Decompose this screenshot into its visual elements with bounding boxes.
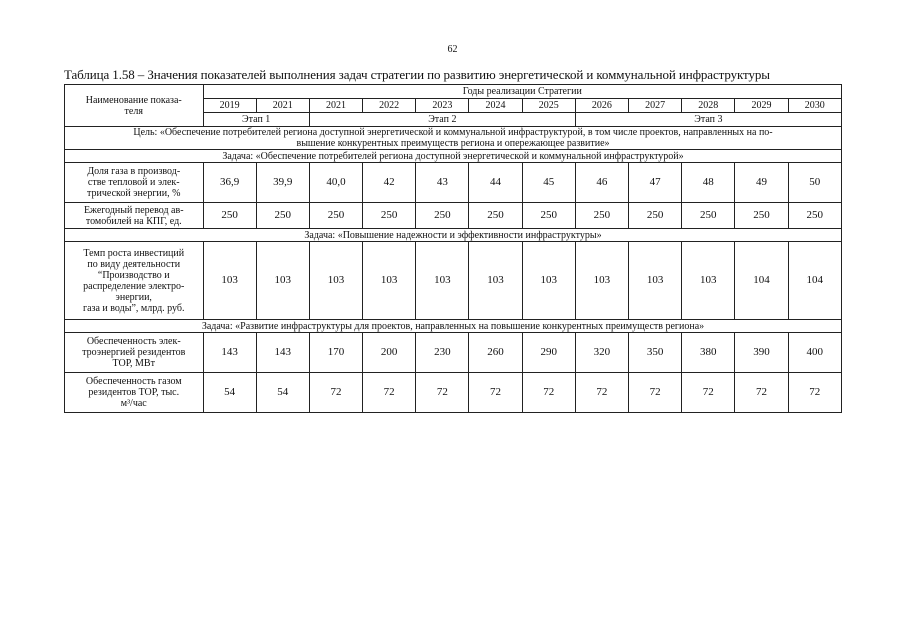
year-header-cell: 2021 [256, 99, 309, 113]
indicator-name: Доля газа в производ- стве тепловой и элек- трической энергии, % [65, 163, 204, 203]
value-cell: 103 [203, 242, 256, 320]
value-cell: 103 [629, 242, 682, 320]
value-cell: 72 [469, 373, 522, 413]
year-header-cell: 2030 [788, 99, 841, 113]
task-row [65, 150, 842, 163]
value-cell: 104 [735, 242, 788, 320]
value-cell: 103 [682, 242, 735, 320]
stage-header-cell: Этап 1 [203, 113, 309, 127]
year-header-cell: 2021 [309, 99, 362, 113]
value-cell: 103 [256, 242, 309, 320]
value-cell: 103 [575, 242, 628, 320]
task-text: Задача: «Развитие инфраструктуры для проектов, направленных на повышение конкурентных преимуществ региона» [65, 320, 842, 333]
year-header-cell: 2022 [363, 99, 416, 113]
value-cell: 72 [735, 373, 788, 413]
data-row [65, 163, 842, 203]
value-cell: 49 [735, 163, 788, 203]
goal-row [65, 127, 842, 150]
indicator-name: Темп роста инвестиций по виду деятельности “Производство и распределение электро- энергии, газа и воды”, млрд. руб. [65, 242, 204, 320]
task-text: Задача: «Повышение надежности и эффективности инфраструктуры» [65, 229, 842, 242]
stage-header-cell: Этап 3 [575, 113, 841, 127]
value-cell: 250 [682, 203, 735, 229]
value-cell: 170 [309, 333, 362, 373]
indicators-table [64, 84, 842, 413]
value-cell: 72 [788, 373, 841, 413]
value-cell: 260 [469, 333, 522, 373]
indicator-name-header: Наименование показа- теля [65, 85, 204, 127]
page-number: 62 [447, 44, 458, 55]
value-cell: 103 [363, 242, 416, 320]
value-cell: 250 [788, 203, 841, 229]
value-cell: 48 [682, 163, 735, 203]
value-cell: 72 [309, 373, 362, 413]
goal-text: Цель: «Обеспечение потребителей региона доступной энергетической и коммунальной инфраструктурой, в том числе проектов, направленных на по- вышение конкурентных преимуществ региона и опережающее развитие» [65, 127, 842, 150]
value-cell: 36,9 [203, 163, 256, 203]
task-row [65, 229, 842, 242]
value-cell: 46 [575, 163, 628, 203]
value-cell: 103 [522, 242, 575, 320]
year-header-cell: 2019 [203, 99, 256, 113]
value-cell: 72 [363, 373, 416, 413]
value-cell: 143 [203, 333, 256, 373]
year-header-cell: 2025 [522, 99, 575, 113]
value-cell: 250 [416, 203, 469, 229]
value-cell: 42 [363, 163, 416, 203]
value-cell: 250 [203, 203, 256, 229]
value-cell: 250 [735, 203, 788, 229]
year-header-cell: 2028 [682, 99, 735, 113]
value-cell: 350 [629, 333, 682, 373]
value-cell: 200 [363, 333, 416, 373]
value-cell: 39,9 [256, 163, 309, 203]
value-cell: 250 [256, 203, 309, 229]
value-cell: 72 [522, 373, 575, 413]
task-text: Задача: «Обеспечение потребителей региона доступной энергетической и коммунальной инфраструктурой» [65, 150, 842, 163]
data-row [65, 333, 842, 373]
value-cell: 250 [309, 203, 362, 229]
value-cell: 72 [629, 373, 682, 413]
value-cell: 250 [575, 203, 628, 229]
year-header-cell: 2023 [416, 99, 469, 113]
value-cell: 250 [629, 203, 682, 229]
value-cell: 103 [309, 242, 362, 320]
value-cell: 104 [788, 242, 841, 320]
year-header-cell: 2026 [575, 99, 628, 113]
value-cell: 290 [522, 333, 575, 373]
value-cell: 40,0 [309, 163, 362, 203]
value-cell: 250 [363, 203, 416, 229]
value-cell: 320 [575, 333, 628, 373]
value-cell: 72 [416, 373, 469, 413]
task-row [65, 320, 842, 333]
value-cell: 54 [256, 373, 309, 413]
year-header-cell: 2027 [629, 99, 682, 113]
data-row [65, 242, 842, 320]
value-cell: 72 [682, 373, 735, 413]
indicator-name: Обеспеченность газом резидентов ТОР, тыс. м³/час [65, 373, 204, 413]
value-cell: 72 [575, 373, 628, 413]
data-row [65, 203, 842, 229]
value-cell: 47 [629, 163, 682, 203]
value-cell: 54 [203, 373, 256, 413]
value-cell: 250 [469, 203, 522, 229]
value-cell: 380 [682, 333, 735, 373]
header-row-title [65, 85, 842, 99]
value-cell: 45 [522, 163, 575, 203]
table-caption: Таблица 1.58 – Значения показателей выполнения задач стратегии по развитию энергетической и коммунальной инфраструктуры [64, 67, 770, 82]
value-cell: 250 [522, 203, 575, 229]
value-cell: 50 [788, 163, 841, 203]
value-cell: 103 [416, 242, 469, 320]
indicator-name: Ежегодный перевод ав- томобилей на КПГ, ед. [65, 203, 204, 229]
value-cell: 390 [735, 333, 788, 373]
indicator-name: Обеспеченность элек- троэнергией резидентов ТОР, МВт [65, 333, 204, 373]
value-cell: 103 [469, 242, 522, 320]
value-cell: 44 [469, 163, 522, 203]
value-cell: 43 [416, 163, 469, 203]
value-cell: 143 [256, 333, 309, 373]
data-row [65, 373, 842, 413]
years-header: Годы реализации Стратегии [203, 85, 842, 99]
value-cell: 400 [788, 333, 841, 373]
year-header-cell: 2024 [469, 99, 522, 113]
stage-header-cell: Этап 2 [309, 113, 575, 127]
value-cell: 230 [416, 333, 469, 373]
year-header-cell: 2029 [735, 99, 788, 113]
